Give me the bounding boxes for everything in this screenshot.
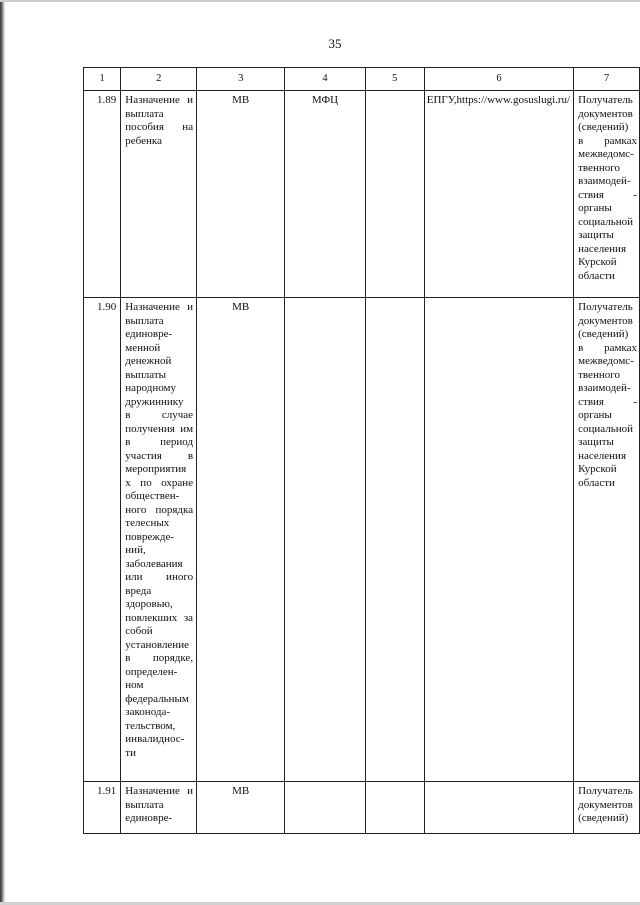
portal-reference <box>424 91 573 298</box>
service-name <box>121 91 197 298</box>
cell-line: выплата <box>125 107 164 120</box>
interaction-type: МВ <box>197 782 285 834</box>
cell-line: дружиннику <box>125 395 184 408</box>
cell-line: межведомс- <box>578 355 634 367</box>
cell-line: социальной <box>578 422 634 435</box>
column-number-6: 6 <box>424 68 573 91</box>
cell-line: документов <box>578 107 633 120</box>
cell-line: народному <box>125 382 176 394</box>
cell-line: Назначение и <box>125 94 194 106</box>
cell-line: области <box>578 476 615 489</box>
cell-line: ствия - <box>578 188 637 201</box>
column-number-3: 3 <box>197 68 285 91</box>
services-table <box>83 67 640 834</box>
cell-line: здоровью, <box>125 598 173 610</box>
cell-line: в рамках <box>578 341 637 354</box>
row-number: 1.90 <box>84 298 121 782</box>
cell-line: собой <box>125 625 153 637</box>
service-name <box>121 782 197 834</box>
cell-line: взаимодей- <box>578 175 631 187</box>
cell-line: защиты <box>578 229 614 241</box>
table-row <box>84 91 640 298</box>
cell-line: Назначение и <box>125 301 194 313</box>
cell-line: в рамках <box>578 134 637 147</box>
cell-line: установление <box>125 638 189 651</box>
cell-line: менной <box>125 341 161 354</box>
portal-reference <box>424 298 573 782</box>
cell-line: в период <box>125 436 194 448</box>
cell-line: вреда <box>125 584 152 597</box>
column-5-value <box>365 298 424 782</box>
cell-line: пособия на <box>125 121 194 133</box>
column-number-4: 4 <box>285 68 365 91</box>
column-5-value <box>365 91 424 298</box>
cell-line: органы <box>578 409 612 421</box>
cell-line: тельством, <box>125 719 176 732</box>
column-number-1: 1 <box>84 68 121 91</box>
cell-line: (сведений) <box>578 121 629 133</box>
document-recipient <box>574 782 640 834</box>
cell-line: ний, <box>125 544 146 556</box>
cell-line: единовре- <box>125 812 173 824</box>
cell-line: твенного <box>578 368 620 381</box>
cell-line: Получатель <box>578 785 633 797</box>
cell-line: Получатель <box>578 94 633 106</box>
cell-line: Получатель <box>578 301 633 313</box>
cell-line: мероприятия <box>125 463 187 475</box>
cell-line: (сведений) <box>578 328 629 340</box>
column-number-2: 2 <box>121 68 197 91</box>
cell-line: заболевания <box>125 557 183 570</box>
cell-line: выплаты <box>125 368 167 381</box>
scan-shadow-left <box>0 0 6 905</box>
document-recipient <box>574 91 640 298</box>
portal-reference <box>424 782 573 834</box>
cell-line: ного порядка <box>125 503 194 516</box>
cell-line: в случае <box>125 409 194 421</box>
service-name <box>121 298 197 782</box>
cell-line: получения им <box>125 422 194 435</box>
cell-line: федеральным <box>125 692 189 705</box>
provision-place: МФЦ <box>285 91 365 298</box>
cell-line: социальной <box>578 215 634 228</box>
cell-line: Курской <box>578 256 617 268</box>
cell-line: телесных <box>125 517 170 529</box>
table-row <box>84 782 640 834</box>
cell-line: межведомс- <box>578 148 634 160</box>
cell-line: ЕПГУ, <box>426 94 457 106</box>
cell-line: населения <box>578 242 626 255</box>
page-number: 35 <box>328 36 342 51</box>
column-5-value <box>365 782 424 834</box>
cell-line: законода- <box>125 706 171 718</box>
cell-line: документов <box>578 798 633 811</box>
table-row <box>84 298 640 782</box>
cell-line: gosuslugi.ru/ <box>512 94 571 106</box>
cell-line: денежной <box>125 355 172 367</box>
cell-line: выплата <box>125 798 164 811</box>
cell-line: https://www. <box>456 94 513 106</box>
cell-line: в порядке, <box>125 652 194 664</box>
cell-line: населения <box>578 449 626 462</box>
cell-line: участия в <box>125 449 194 462</box>
cell-line: (сведений) <box>578 812 629 824</box>
cell-line: Назначение и <box>125 785 194 797</box>
cell-line: твенного <box>578 161 620 174</box>
cell-line: ти <box>125 746 136 759</box>
interaction-type: МВ <box>197 298 285 782</box>
column-number-7: 7 <box>574 68 640 91</box>
cell-line: ребенка <box>125 134 162 147</box>
cell-line: определен- <box>125 665 178 678</box>
column-number-row <box>84 68 640 91</box>
cell-line: области <box>578 269 615 282</box>
interaction-type: МВ <box>197 91 285 298</box>
provision-place <box>285 782 365 834</box>
row-number: 1.89 <box>84 91 121 298</box>
cell-line: Курской <box>578 463 617 475</box>
cell-line: х по охране <box>125 476 194 489</box>
column-number-5: 5 <box>365 68 424 91</box>
scan-shadow-top <box>0 0 640 2</box>
cell-line: единовре- <box>125 328 173 340</box>
cell-line: инвалиднос- <box>125 733 185 745</box>
table-header <box>84 68 640 91</box>
cell-line: повлекших за <box>125 611 194 624</box>
cell-line: обществен- <box>125 490 180 502</box>
cell-line: документов <box>578 314 633 327</box>
cell-line: защиты <box>578 436 614 448</box>
document-recipient <box>574 298 640 782</box>
cell-line: ствия - <box>578 395 637 408</box>
row-number: 1.91 <box>84 782 121 834</box>
cell-line: органы <box>578 202 612 214</box>
cell-line: взаимодей- <box>578 382 631 394</box>
cell-line: ном <box>125 679 144 691</box>
cell-line: или иного <box>125 571 194 583</box>
provision-place <box>285 298 365 782</box>
cell-line: поврежде- <box>125 530 175 543</box>
cell-line: выплата <box>125 314 164 327</box>
